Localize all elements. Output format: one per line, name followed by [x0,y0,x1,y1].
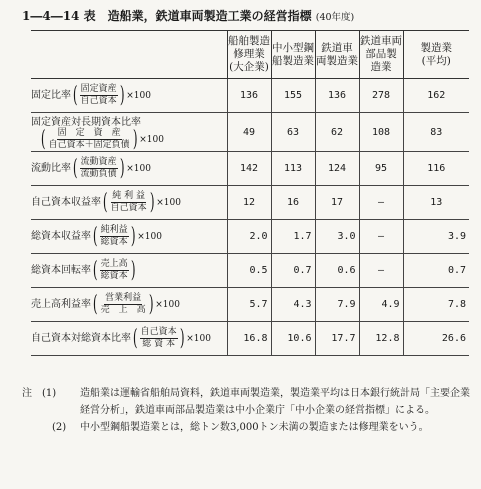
formula-numerator: 純利益 [100,225,128,235]
value-cell: 0.6 [315,254,359,288]
formula-multiplier: ×100 [126,91,151,101]
indicator-name: 流動比率 [31,163,71,174]
formula: ( 流動資産 流動負債 ) [72,155,125,181]
indicator-name: 売上高利益率 [31,299,91,310]
formula-denominator: 自己資本 [80,96,117,106]
table-title [22,7,354,24]
formula-multiplier: ×100 [126,164,151,174]
formula-multiplier: ×100 [156,198,181,208]
value-cell: 124 [315,152,359,186]
note-1 [22,385,472,419]
formula-numerator: 自己資本 [140,327,177,337]
indicator-name: 自己資本収益率 [31,197,101,208]
table-row-current-ratio [31,152,469,186]
indicator-table [31,30,469,356]
value-cell: 4.3 [271,288,315,322]
note-2-mark: (2) [52,422,67,433]
value-cell: 116 [403,152,469,186]
value-cell: 1.7 [271,220,315,254]
value-cell: 13 [403,186,469,220]
value-cell: 62 [315,113,359,152]
formula: ( 固 定 資 産 自己資本＋固定負債 ) [40,126,138,152]
value-cell: 12.8 [359,322,403,356]
note-2 [22,419,472,436]
formula-multiplier: ×100 [155,300,180,310]
formula: ( 固定資産 自己資本 ) [72,82,125,108]
value-cell: — [359,186,403,220]
formula: ( 純利益 総資本 ) [92,223,136,249]
value-cell: 142 [227,152,271,186]
value-cell: — [359,220,403,254]
table-row-return-on-total-capital [31,220,469,254]
indicator-label [31,186,227,220]
indicator-label [31,79,227,113]
formula-denominator: 自己資本＋固定負債 [48,140,130,150]
formula-multiplier: ×100 [139,135,164,145]
value-cell: 0.7 [271,254,315,288]
formula-denominator: 流動負債 [80,169,117,179]
value-cell: 5.7 [227,288,271,322]
indicator-label [31,220,227,254]
value-cell: 155 [271,79,315,113]
indicator-name: 自己資本対総資本比率 [31,333,131,344]
indicator-name: 総資本収益率 [31,231,91,242]
indicator-label [31,113,227,152]
table-row-operating-margin [31,288,469,322]
formula: ( 自己資本 総 資 本 ) [132,325,185,351]
table-row-equity-ratio [31,322,469,356]
formula-numerator: 売上高 [100,259,128,269]
formula: ( 純 利 益 自己資本 ) [102,189,155,215]
formula-numerator: 固定資産 [80,84,117,94]
formula-denominator: 総資本 [100,237,128,247]
formula-numerator: 流動資産 [80,157,117,167]
indicator-label [31,254,227,288]
value-cell: 16 [271,186,315,220]
value-cell: 63 [271,113,315,152]
formula-numerator: 営業利益 [105,293,142,303]
formula-denominator: 総 資 本 [142,339,175,349]
table-row-fixed-ratio [31,79,469,113]
header-manufacturing-average: 製造業 (平均) [403,31,469,79]
note-1-text: 造船業は運輸省船舶局資料，鉄道車両製造業，製造業平均は日本銀行統計局「主要企業経営分析」，鉄道車両部品製造業は中小企業庁「中小企業の経営指標」による。 [80,388,470,416]
value-cell: 108 [359,113,403,152]
note-2-text: 中小型鋼船製造業とは，総トン数3,000トン未満の製造または修理業をいう。 [80,422,429,433]
formula: ( 売上高 総資本 ) [92,257,136,283]
value-cell: 4.9 [359,288,403,322]
table-row-total-capital-turnover [31,254,469,288]
value-cell: 3.0 [315,220,359,254]
value-cell: — [359,254,403,288]
header-railway-vehicle: 鉄道車 両製造業 [315,31,359,79]
value-cell: 12 [227,186,271,220]
value-cell: 16.8 [227,322,271,356]
formula: ( 営業利益 売 上 高 ) [92,291,154,317]
header-blank [31,31,227,79]
formula-multiplier: ×100 [137,232,162,242]
indicator-label [31,152,227,186]
value-cell: 7.8 [403,288,469,322]
formula-multiplier: ×100 [186,334,211,344]
value-cell: 83 [403,113,469,152]
table-title-main: 1―4―14 表 造船業，鉄道車両製造工業の経営指標 [22,9,312,23]
header-shipbuilding-large: 船舶製造 修理業 (大企業) [227,31,271,79]
formula-denominator: 自己資本 [110,203,147,213]
formula-numerator: 純 利 益 [112,191,145,201]
value-cell: 17.7 [315,322,359,356]
value-cell: 49 [227,113,271,152]
value-cell: 26.6 [403,322,469,356]
formula-denominator: 売 上 高 [100,305,146,315]
indicator-label [31,322,227,356]
note-1-mark: 注 (1) [22,388,57,399]
header-railway-parts: 鉄道車両 部品製 造業 [359,31,403,79]
indicator-name: 固定資産対長期資本比率 [31,117,141,128]
value-cell: 0.5 [227,254,271,288]
indicator-name: 固定比率 [31,90,71,101]
header-row [31,31,469,79]
value-cell: 136 [315,79,359,113]
value-cell: 17 [315,186,359,220]
value-cell: 10.6 [271,322,315,356]
value-cell: 0.7 [403,254,469,288]
table-row-return-on-equity [31,186,469,220]
table-row-fixed-to-long-term-capital [31,113,469,152]
indicator-label [31,288,227,322]
indicator-name: 総資本回転率 [31,265,91,276]
value-cell: 162 [403,79,469,113]
value-cell: 136 [227,79,271,113]
formula-denominator: 総資本 [100,271,128,281]
value-cell: 278 [359,79,403,113]
value-cell: 95 [359,152,403,186]
table-title-year: (40年度) [315,12,355,23]
value-cell: 7.9 [315,288,359,322]
header-small-steel-ship: 中小型鋼 船製造業 [271,31,315,79]
value-cell: 2.0 [227,220,271,254]
value-cell: 3.9 [403,220,469,254]
notes [22,385,472,436]
value-cell: 113 [271,152,315,186]
formula-numerator: 固 定 資 産 [57,128,121,138]
